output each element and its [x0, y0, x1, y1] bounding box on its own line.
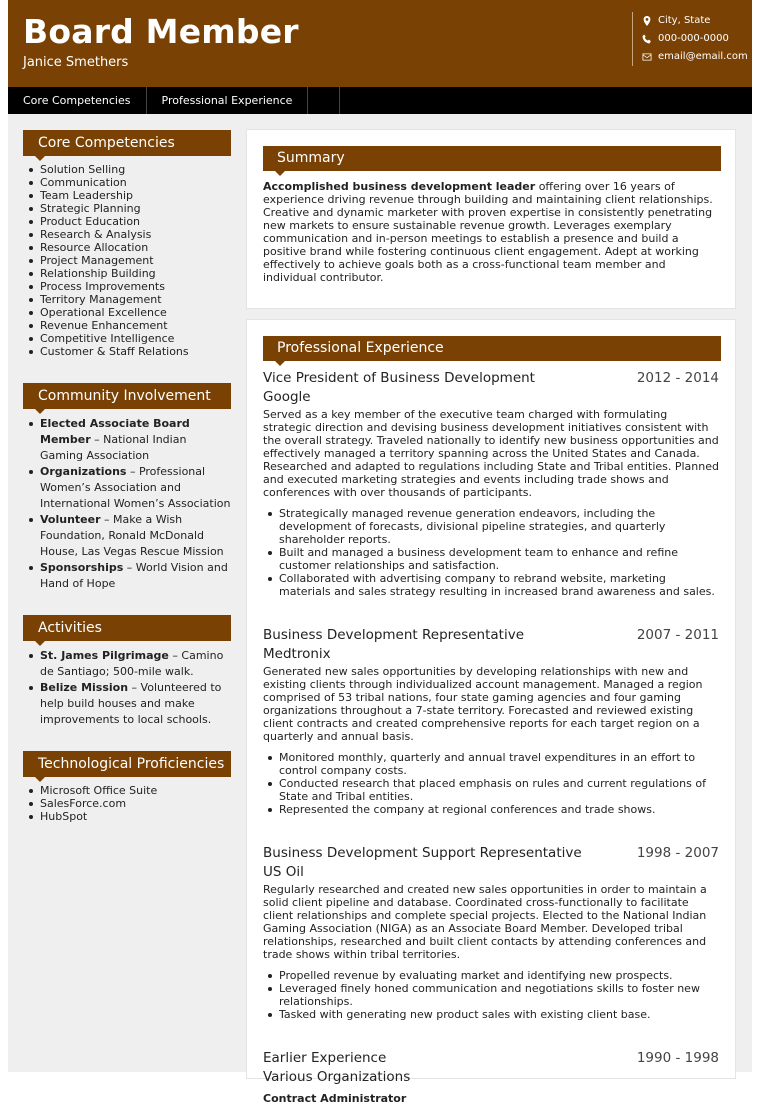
contact-phone: [640, 33, 729, 44]
list-item: Team Leadership: [25, 189, 231, 202]
list-item: [25, 648, 231, 680]
summary-heading: Summary: [263, 146, 721, 171]
list-item-strong: St. James Pilgrimage: [40, 649, 169, 662]
job-bullet: Leveraged finely honed communication and negotiations skills to foster new relationships.: [279, 982, 719, 1008]
job-header: [263, 368, 719, 388]
tab-empty: [308, 87, 340, 114]
community-list: [23, 416, 231, 592]
job-company: Various Organizations: [263, 1069, 411, 1085]
resume-title: Board Member: [23, 12, 299, 51]
list-item: Microsoft Office Suite: [25, 784, 231, 797]
list-item-strong: Belize Mission: [40, 681, 129, 694]
job-header: [263, 843, 719, 863]
experience-heading: Professional Experience: [263, 336, 721, 361]
activities-heading: Activities: [23, 615, 231, 641]
job-bullet: Collaborated with advertising company to rebrand website, marketing materials and sales strategy resulting in increased brand awareness and sales.: [279, 572, 719, 598]
list-item: Product Education: [25, 215, 231, 228]
list-item: Resource Allocation: [25, 241, 231, 254]
list-item: Relationship Building: [25, 267, 231, 280]
job-title: Business Development Representative: [263, 627, 525, 643]
job-description: Generated new sales opportunities by developing relationships with new and existing clients through individualized account management. Managed a region comprised of 53 tribal nations, four state gaming agencies and four gaming organizations throughout a 7-state territory. Forecasted and reviewed existing client contracts and created comprehensive reports for each target region on a quarterly and annual basis.: [263, 665, 703, 743]
person-name: Janice Smethers: [23, 55, 129, 70]
job-bullet: Strategically managed revenue generation endeavors, including the development of forecasts, divisional pipeline strategies, and quarterly shareholder reports.: [279, 507, 719, 546]
list-item: [25, 464, 231, 512]
job-header: [263, 625, 719, 645]
job-years: 2007 - 2011: [636, 627, 719, 643]
experience-card: [246, 319, 736, 1105]
job-years: 2012 - 2014: [636, 370, 719, 386]
job-bullet: Monitored monthly, quarterly and annual travel expenditures in an effort to control company costs.: [279, 751, 719, 777]
job-description: Regularly researched and created new sales opportunities in order to maintain a solid client pipeline and database. Coordinated cross-functionally to facilitate client relationships and complete special projects. Elected to the National Indian Gaming Association (NIGA) as an Associate Board Member. Developed tribal relationships, researched and built client contacts by attending conferences and trade shows within tribal territories.: [263, 883, 707, 961]
job-bullet: Built and managed a business development team to enhance and refine customer relationships and satisfaction.: [279, 546, 719, 572]
list-item: Competitive Intelligence: [25, 332, 231, 345]
job-description: Served as a key member of the executive team charged with formulating strategic direction and devising business development initiatives consistent with the overall strategy. Traveled nationally to identify new business opportunities and effectively managed a territory spanning across the United States and Canada. Researched and adapted to regulations including State and Tribal entities. Planned and executed marketing strategies and events including trade shows and conferences with over thousands of participants.: [263, 408, 719, 499]
community-heading: Community Involvement: [23, 383, 231, 409]
job-bullet: Represented the company at regional conferences and trade shows.: [279, 803, 719, 816]
job-entry: [247, 843, 735, 1021]
list-item: [25, 512, 231, 560]
job-bullet: Tasked with generating new product sales with existing client base.: [279, 1008, 719, 1021]
list-item-strong: Sponsorships: [40, 561, 124, 574]
job-title: Earlier Experience: [263, 1050, 387, 1066]
list-item-strong: Organizations: [40, 465, 127, 478]
core-competencies-heading: Core Competencies: [23, 130, 231, 156]
contact-location: [640, 15, 710, 26]
core-competencies-list: [23, 163, 231, 358]
job-bullets: [263, 507, 719, 598]
job-years: 1998 - 2007: [636, 845, 719, 861]
list-item: Territory Management: [25, 293, 231, 306]
list-item: Project Management: [25, 254, 231, 267]
list-item: Revenue Enhancement: [25, 319, 231, 332]
list-item: SalesForce.com: [25, 797, 231, 810]
location-pin-icon: [640, 16, 654, 26]
job-bullet: Propelled revenue by evaluating market and identifying new prospects.: [279, 969, 719, 982]
summary-body: offering over 16 years of experience driving revenue through building and maintaining client relationships. Creative and dynamic marketer with proven expertise in consistently penetrating new markets to ensure sustainable revenue growth. Leverages exemplary communication and in-person meetings to establish a presence and build a positive brand while fostering continuous client engagement. Adept at working effectively to achieve goals both as a cross-functional team member and individual contributor.: [263, 180, 713, 284]
phone-icon: [640, 34, 654, 44]
job-entry: [247, 1048, 735, 1105]
list-item: Research & Analysis: [25, 228, 231, 241]
list-item-text: – National Indian Gaming Association: [40, 433, 187, 462]
job-title: Business Development Support Representative: [263, 845, 582, 861]
contact-location-text: City, State: [658, 15, 711, 26]
resume-header: [8, 0, 752, 87]
job-subtitle: Contract Administrator: [263, 1092, 407, 1105]
list-item: Communication: [25, 176, 231, 189]
summary-text: [247, 180, 735, 284]
list-item: Solution Selling: [25, 163, 231, 176]
list-item: [25, 416, 231, 464]
header-divider: [632, 12, 633, 66]
job-company: US Oil: [263, 864, 304, 880]
list-item: [25, 680, 231, 728]
contact-phone-text: 000-000-0000: [658, 33, 729, 44]
job-bullets: [263, 969, 719, 1021]
section-nav: [8, 87, 752, 114]
list-item: Operational Excellence: [25, 306, 231, 319]
tab-professional-experience[interactable]: Professional Experience: [147, 87, 309, 114]
list-item-text: – Camino de Santiago; 500-mile walk.: [40, 649, 224, 678]
job-title: Vice President of Business Development: [263, 370, 535, 386]
contact-email-text[interactable]: email@email.com: [658, 51, 748, 62]
list-item-text: – Professional Women’s Association and International Women’s Association: [40, 465, 231, 510]
tab-core-competencies[interactable]: Core Competencies: [8, 87, 147, 114]
resume-page: [8, 0, 752, 1105]
list-item: Customer & Staff Relations: [25, 345, 231, 358]
sidebar: [23, 130, 231, 823]
list-item-text: – World Vision and Hand of Hope: [40, 561, 228, 590]
list-item-strong: Elected Associate Board Member: [40, 417, 190, 446]
list-item-strong: Volunteer: [40, 513, 101, 526]
job-company: Medtronix: [263, 646, 331, 662]
job-header: [263, 1048, 719, 1068]
job-years: 1990 - 1998: [636, 1050, 719, 1066]
activities-list: [23, 648, 231, 728]
tech-list: [23, 784, 231, 823]
summary-card: [246, 129, 736, 309]
list-item: Process Improvements: [25, 280, 231, 293]
list-item-text: – Make a Wish Foundation, Ronald McDonald House, Las Vegas Rescue Mission: [40, 513, 224, 558]
job-entry: [247, 625, 735, 816]
job-entry: [247, 368, 735, 598]
list-item: Strategic Planning: [25, 202, 231, 215]
job-bullets: [263, 751, 719, 816]
contact-email[interactable]: [640, 51, 748, 62]
job-company: Google: [263, 389, 311, 405]
tech-heading: Technological Proficiencies: [23, 751, 231, 777]
list-item: [25, 560, 231, 592]
summary-lead: Accomplished business development leader: [263, 180, 536, 193]
list-item: HubSpot: [25, 810, 231, 823]
list-item-text: – Volunteered to help build houses and make improvements to local schools.: [40, 681, 222, 726]
envelope-icon: [640, 52, 654, 62]
job-bullet: Conducted research that placed emphasis on rules and current regulations of State and Tribal entities.: [279, 777, 719, 803]
